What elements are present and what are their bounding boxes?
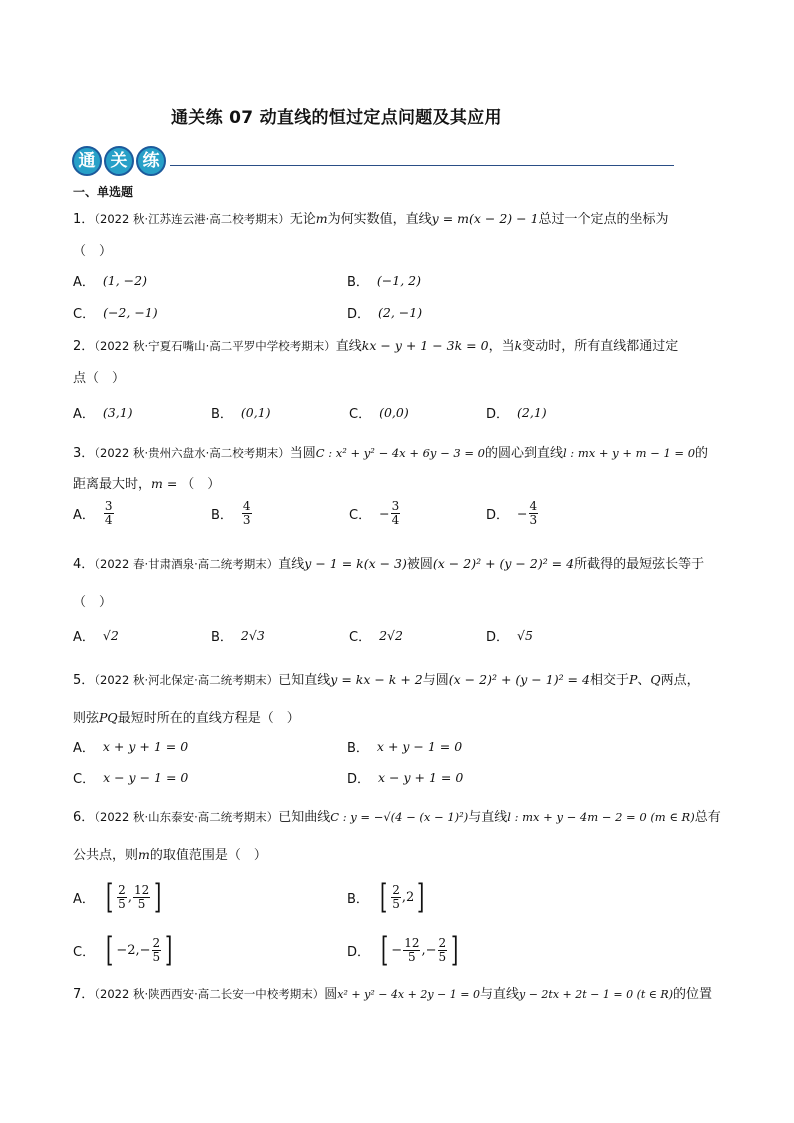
option-value: 2√2 bbox=[379, 628, 403, 643]
numerator: 2 bbox=[392, 882, 400, 897]
math-var: PQ bbox=[99, 710, 118, 725]
question-text: 所截得的最短弦长等于 bbox=[574, 557, 705, 572]
math-expression: y − 2tx + 2t − 1 = 0 (t ∈ R) bbox=[519, 988, 674, 1001]
left-bracket: [ bbox=[381, 930, 389, 970]
interval bbox=[103, 877, 165, 917]
math-expression: x² + y² − 4x + 2y − 1 = 0 bbox=[337, 988, 480, 1001]
question-text: 则弦 bbox=[73, 711, 100, 726]
option-value: (2,1) bbox=[517, 405, 547, 420]
denominator: 3 bbox=[529, 512, 538, 527]
option-value: 2√3 bbox=[240, 628, 265, 643]
option-label: B． bbox=[211, 407, 233, 422]
option-value: x + y + 1 = 0 bbox=[102, 739, 189, 754]
question-text: 与直线 bbox=[468, 810, 508, 825]
option-label: D． bbox=[486, 507, 510, 523]
option-a bbox=[73, 877, 165, 917]
math-var: m bbox=[315, 211, 328, 226]
math-expression: l : mx + y − 4m − 2 = 0 (m ∈ R) bbox=[507, 810, 695, 824]
denominator: 5 bbox=[392, 896, 400, 911]
question-text: 变动时，所有直线都通过定 bbox=[522, 339, 679, 354]
interval bbox=[378, 930, 461, 970]
question-text: 被圆 bbox=[406, 557, 433, 572]
option-label: D． bbox=[486, 407, 510, 422]
question-text: 圆 bbox=[324, 987, 338, 1002]
option-label: A． bbox=[73, 507, 95, 523]
option-label: D． bbox=[347, 944, 371, 960]
question-3-line-1 bbox=[73, 442, 708, 461]
question-source: （2022 秋·贵州六盘水·高二校考期末） bbox=[94, 446, 290, 460]
option-b bbox=[347, 877, 428, 917]
option-label: B． bbox=[347, 891, 369, 907]
option-label: A． bbox=[73, 630, 95, 645]
question-6-line-2 bbox=[73, 844, 267, 863]
option-c bbox=[73, 768, 188, 787]
option-c bbox=[73, 303, 158, 322]
math-var: m bbox=[138, 847, 150, 862]
page-title: 通关练 07 动直线的恒过定点问题及其应用 bbox=[171, 108, 502, 128]
question-2-line-1 bbox=[73, 335, 678, 354]
math-expression: C : x² + y² − 4x + 6y − 3 = 0 bbox=[315, 446, 485, 460]
math-var: k bbox=[514, 338, 523, 353]
option-value: (2, −1) bbox=[378, 305, 423, 320]
question-text: 相交于 bbox=[589, 673, 629, 688]
interval-head: − bbox=[391, 942, 403, 958]
option-a bbox=[73, 500, 115, 526]
option-value: x − y + 1 = 0 bbox=[378, 770, 464, 785]
option-label: D． bbox=[347, 772, 371, 787]
denominator: 5 bbox=[137, 896, 146, 911]
fraction bbox=[133, 884, 150, 910]
question-text: 、 bbox=[637, 673, 651, 688]
numerator: 3 bbox=[104, 499, 113, 513]
option-b bbox=[211, 403, 271, 422]
numerator: 4 bbox=[242, 499, 251, 513]
question-text: 当圆 bbox=[289, 446, 316, 461]
option-label: D． bbox=[347, 307, 371, 322]
question-source: （2022 秋·宁夏石嘴山·高二平罗中学校考期末） bbox=[94, 339, 336, 353]
question-6-line-1 bbox=[73, 806, 721, 825]
right-bracket: ] bbox=[417, 877, 425, 917]
comma: , bbox=[127, 889, 132, 905]
interval-mid: ,− bbox=[421, 942, 437, 958]
math-var: Q bbox=[650, 672, 661, 687]
right-bracket: ] bbox=[165, 930, 173, 970]
option-label: C． bbox=[73, 772, 96, 787]
option-c bbox=[349, 500, 401, 526]
question-text: 两点， bbox=[660, 673, 700, 688]
denominator: 5 bbox=[438, 949, 447, 964]
question-source: （2022 春·甘肃酒泉·高二统考期末） bbox=[94, 557, 279, 571]
option-b bbox=[347, 271, 421, 290]
interval-head: −2,− bbox=[116, 942, 151, 958]
numerator: 2 bbox=[118, 882, 126, 897]
question-text: 为何实数值，直线 bbox=[327, 212, 432, 227]
question-2-line-2: 点（ ） bbox=[73, 371, 126, 386]
banner-badge-3: 练 bbox=[136, 146, 166, 176]
denominator: 5 bbox=[152, 949, 161, 964]
option-label: B． bbox=[211, 630, 233, 645]
option-value: (0,1) bbox=[240, 405, 271, 420]
option-label: C． bbox=[349, 507, 372, 523]
minus-sign: − bbox=[379, 505, 390, 521]
question-number: 3． bbox=[73, 446, 95, 461]
banner-badge-1: 通 bbox=[72, 146, 102, 176]
option-d bbox=[486, 626, 533, 645]
interval bbox=[103, 930, 175, 970]
option-label: C． bbox=[73, 307, 96, 322]
option-d bbox=[347, 930, 461, 970]
question-7-line-1 bbox=[73, 983, 712, 1002]
option-label: C． bbox=[349, 407, 372, 422]
numerator: 2 bbox=[152, 935, 161, 950]
question-4-line-2: （ ） bbox=[73, 595, 113, 610]
option-d bbox=[347, 303, 422, 322]
question-text: 与圆 bbox=[422, 673, 449, 688]
question-text: 总过一个定点的坐标为 bbox=[538, 212, 669, 227]
option-label: B． bbox=[347, 741, 369, 756]
banner-badge-2: 关 bbox=[104, 146, 134, 176]
math-var: P bbox=[628, 672, 638, 687]
option-label: B． bbox=[347, 275, 369, 290]
answer-blank: （ ） bbox=[181, 477, 221, 492]
question-text: 与直线 bbox=[479, 987, 519, 1002]
option-label: A． bbox=[73, 407, 95, 422]
math-expression: y − 1 = k(x − 3) bbox=[304, 556, 407, 571]
math-expression: kx − y + 1 − 3k = 0 bbox=[361, 338, 489, 353]
option-value: x − y − 1 = 0 bbox=[103, 770, 189, 785]
question-number: 7． bbox=[73, 987, 95, 1002]
right-bracket: ] bbox=[154, 877, 162, 917]
question-text: 总有 bbox=[694, 810, 721, 825]
option-label: A． bbox=[73, 891, 95, 907]
fraction bbox=[104, 500, 114, 526]
question-text: 的位置 bbox=[673, 987, 713, 1002]
question-5-line-2 bbox=[73, 707, 300, 726]
fraction bbox=[242, 500, 252, 526]
math-expression: m = bbox=[151, 476, 182, 491]
question-4-line-1 bbox=[73, 553, 704, 572]
question-1-line-2: （ ） bbox=[73, 244, 113, 259]
option-value: (3,1) bbox=[102, 405, 133, 420]
option-a bbox=[73, 403, 133, 422]
math-expression: C : y = −√(4 − (x − 1)²) bbox=[330, 810, 469, 824]
left-bracket: [ bbox=[379, 877, 388, 917]
option-value: x + y − 1 = 0 bbox=[376, 739, 463, 754]
option-c bbox=[73, 930, 175, 970]
option-value: (0,0) bbox=[379, 405, 409, 420]
question-text: 已知直线 bbox=[278, 673, 331, 688]
question-source: （2022 秋·河北保定·高二统考期末） bbox=[94, 673, 279, 687]
numerator: 2 bbox=[438, 935, 447, 950]
denominator: 4 bbox=[391, 512, 400, 527]
option-value: √2 bbox=[102, 628, 119, 643]
denominator: 4 bbox=[104, 512, 113, 527]
question-text: 无论 bbox=[289, 212, 316, 227]
math-expression: l : mx + y + m − 1 = 0 bbox=[562, 446, 696, 460]
question-5-line-1 bbox=[73, 669, 700, 688]
question-text: 最短时所在的直线方程是（ ） bbox=[117, 711, 300, 726]
option-label: C． bbox=[73, 944, 96, 960]
fraction bbox=[403, 937, 420, 963]
right-bracket: ] bbox=[451, 930, 459, 970]
option-c bbox=[349, 403, 409, 422]
interval bbox=[377, 877, 428, 917]
math-expression: (x − 2)² + (y − 1)² = 4 bbox=[448, 672, 590, 687]
fraction bbox=[529, 500, 539, 526]
option-a bbox=[73, 271, 147, 290]
option-a bbox=[73, 626, 119, 645]
math-expression: y = m(x − 2) − 1 bbox=[431, 211, 539, 226]
fraction bbox=[391, 500, 401, 526]
option-value: (1, −2) bbox=[102, 273, 147, 288]
denominator: 5 bbox=[408, 949, 416, 964]
question-source: （2022 秋·江苏连云港·高二校考期末） bbox=[94, 212, 290, 226]
question-text: 的取值范围是（ ） bbox=[149, 848, 267, 863]
fraction bbox=[152, 937, 162, 963]
question-number: 6． bbox=[73, 810, 95, 825]
option-label: C． bbox=[349, 630, 372, 645]
left-bracket: [ bbox=[106, 930, 114, 970]
question-number: 2． bbox=[73, 339, 95, 354]
denominator: 3 bbox=[242, 512, 251, 527]
denominator: 5 bbox=[118, 896, 126, 911]
option-b bbox=[211, 626, 265, 645]
question-source: （2022 秋·陕西西安·高二长安一中校考期末） bbox=[94, 987, 325, 1001]
fraction bbox=[438, 937, 448, 963]
option-value: √5 bbox=[517, 628, 533, 643]
question-text: 直线 bbox=[278, 557, 305, 572]
math-expression: (x − 2)² + (y − 2)² = 4 bbox=[432, 556, 575, 571]
question-number: 4． bbox=[73, 557, 95, 572]
question-source: （2022 秋·山东泰安·高二统考期末） bbox=[94, 810, 279, 824]
fraction bbox=[391, 884, 401, 910]
fraction bbox=[117, 884, 127, 910]
numerator: 12 bbox=[133, 882, 150, 897]
numerator: 12 bbox=[404, 935, 420, 950]
option-b bbox=[347, 737, 462, 756]
question-number: 5． bbox=[73, 673, 95, 688]
option-a bbox=[73, 737, 188, 756]
numerator: 4 bbox=[529, 499, 538, 513]
numerator: 3 bbox=[391, 499, 400, 513]
option-b bbox=[211, 500, 253, 526]
question-3-line-2 bbox=[73, 473, 220, 492]
interval-tail: ,2 bbox=[401, 889, 415, 905]
question-text: 已知曲线 bbox=[278, 810, 331, 825]
question-1-line-1 bbox=[73, 208, 669, 227]
left-bracket: [ bbox=[105, 877, 114, 917]
question-text: 公共点，则 bbox=[73, 848, 139, 863]
question-number: 1． bbox=[73, 212, 95, 227]
question-text: 的圆心到直线 bbox=[484, 446, 563, 461]
option-label: A． bbox=[73, 741, 95, 756]
option-c bbox=[349, 626, 403, 645]
minus-sign: − bbox=[517, 505, 528, 521]
question-text: 直线 bbox=[335, 339, 362, 354]
option-value: (−2, −1) bbox=[103, 305, 158, 320]
question-text: 距离最大时， bbox=[73, 477, 152, 492]
option-label: A． bbox=[73, 275, 95, 290]
option-label: D． bbox=[486, 630, 510, 645]
section-heading: 一、单选题 bbox=[73, 185, 134, 199]
option-d bbox=[486, 500, 539, 526]
question-text: 的 bbox=[695, 446, 709, 461]
option-d bbox=[486, 403, 547, 422]
option-d bbox=[347, 768, 463, 787]
option-label: B． bbox=[211, 507, 233, 523]
section-banner bbox=[72, 144, 674, 178]
banner-rule bbox=[170, 165, 674, 166]
math-expression: y = kx − k + 2 bbox=[330, 672, 423, 687]
option-value: (−1, 2) bbox=[376, 273, 422, 288]
question-text: ，当 bbox=[488, 339, 515, 354]
